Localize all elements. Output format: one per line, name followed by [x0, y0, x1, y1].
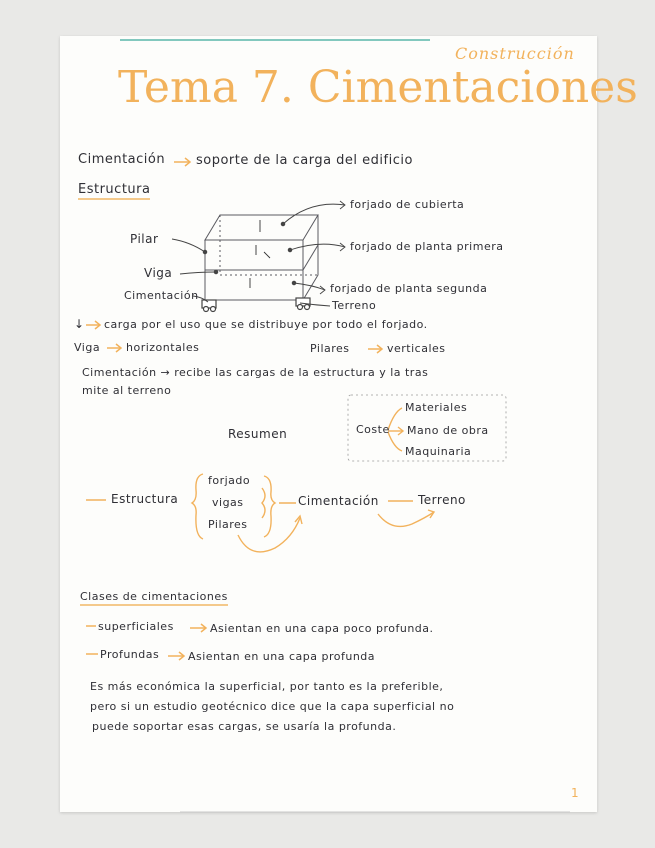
structure-heading: Estructura	[78, 182, 150, 200]
subject-label: Construcción	[455, 44, 575, 63]
load-arrows-icon	[250, 220, 270, 288]
label-forjado-cubierta: forjado de cubierta	[350, 198, 465, 211]
note-viga-term: Viga	[74, 341, 101, 354]
resumen-terreno: Terreno	[418, 493, 466, 507]
coste-item: Mano de obra	[407, 424, 489, 437]
coste-label: Coste	[356, 423, 390, 436]
page-title: Tema 7. Cimentaciones	[118, 62, 638, 113]
building-box-diagram	[205, 215, 318, 300]
resumen-label: Resumen	[228, 427, 288, 441]
note-carga: carga por el uso que se distribuye por todo el forjado.	[104, 318, 428, 331]
note-cimentacion-line2: mite al terreno	[82, 384, 172, 397]
resumen-item: Pilares	[208, 518, 248, 531]
definition-term: Cimentación	[78, 152, 166, 167]
paragraph-line: pero si un estudio geotécnico dice que la capa superficial no	[90, 700, 455, 713]
note-pilares-desc: verticales	[387, 342, 446, 355]
coste-item: Materiales	[405, 401, 468, 414]
definition-arrow-icon	[174, 158, 190, 166]
clases-heading: Clases de cimentaciones	[80, 590, 228, 606]
note-pilares-term: Pilares	[310, 342, 350, 355]
coste-item: Maquinaria	[405, 445, 472, 458]
label-forjado-primera: forjado de planta primera	[350, 240, 504, 253]
paragraph-line: puede soportar esas cargas, se usaría la profunda.	[92, 720, 397, 733]
resumen-arrows-icon	[86, 500, 434, 552]
coste-arrows-icon	[388, 408, 403, 451]
label-viga: Viga	[144, 266, 173, 280]
clases-profundas-desc: Asientan en una capa profunda	[188, 650, 376, 663]
label-forjado-segunda: forjado de planta segunda	[330, 282, 488, 295]
clases-profundas-term: Profundas	[100, 648, 160, 661]
clases-superficiales-term: superficiales	[98, 620, 174, 633]
label-cimentacion: Cimentación	[124, 289, 199, 302]
label-terreno: Terreno	[332, 299, 377, 312]
page-number: 1	[571, 786, 580, 800]
note-viga-desc: horizontales	[126, 341, 200, 354]
resumen-item: vigas	[212, 496, 244, 509]
resumen-estructura: Estructura	[111, 492, 179, 506]
label-pilar: Pilar	[130, 232, 159, 246]
resumen-cimentacion: Cimentación	[298, 494, 379, 508]
clases-superficiales-desc: Asientan en una capa poco profunda.	[210, 622, 434, 635]
load-arrow-icon: ↓	[74, 317, 85, 331]
note-cimentacion-line1: Cimentación → recibe las cargas de la estructura y la tras	[82, 366, 429, 379]
paragraph-line: Es más económica la superficial, por tanto es la preferible,	[90, 680, 444, 693]
definition-text: soporte de la carga del edificio	[196, 153, 413, 168]
resumen-item: forjado	[208, 474, 251, 487]
